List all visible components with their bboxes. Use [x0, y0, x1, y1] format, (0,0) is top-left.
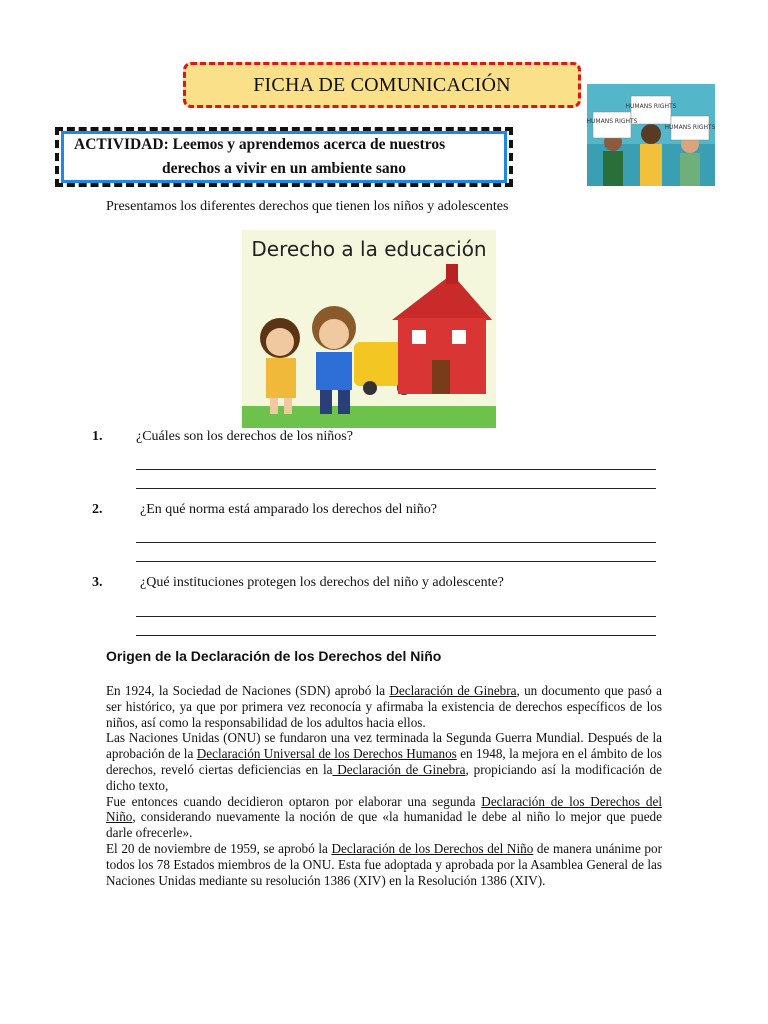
paragraph-1: En 1924, la Sociedad de Naciones (SDN) aprobó la Declaración de Ginebra, un documento que pasó a ser histórico, ya que por primera vez reconocía y afirmaba la existencia de derechos específicos de los niños, así como la responsabilidad de los adultos hacia ellos.: [106, 683, 662, 730]
answer-line[interactable]: [136, 542, 656, 543]
activity-box: [61, 131, 507, 183]
human-rights-illustration: [587, 84, 715, 186]
link-declaracion-universal[interactable]: Declaración Universal de los Derechos Humanos: [196, 746, 457, 762]
answer-line[interactable]: [136, 469, 656, 470]
answer-line[interactable]: [136, 561, 656, 562]
section-heading: Origen de la Declaración de los Derechos del Niño: [106, 648, 442, 664]
activity-title-line1: ACTIVIDAD: Leemos y aprendemos acerca de nuestros: [74, 136, 446, 153]
answer-line[interactable]: [136, 616, 656, 617]
paragraph-4: El 20 de noviembre de 1959, se aprobó la Declaración de los Derechos del Niño de manera unánime por todos los 78 Estados miembros de la ONU. Esta fue adoptada y aprobada por la Asamblea General de las Naciones Unidas mediante su resolución 1386 (XIV) en la Resolución 1386 (XIV).: [106, 840, 662, 888]
title-box: [183, 62, 581, 108]
page-title: FICHA DE COMUNICACIÓN: [253, 73, 511, 96]
link-declaracion-ginebra[interactable]: Declaración de Ginebra: [389, 683, 517, 698]
question-number-2: 2.: [92, 502, 103, 517]
sign-text-3: HUMANS RIGHTS: [664, 124, 715, 131]
link-declaracion-ginebra-2[interactable]: Declaración de Ginebra: [332, 761, 466, 777]
answer-line[interactable]: [136, 635, 656, 636]
activity-title-line2: derechos a vivir en un ambiente sano: [162, 160, 406, 177]
question-text-3: ¿Qué instituciones protegen los derechos del niño y adolescente?: [140, 575, 504, 590]
sign-text-1: HUMANS RIGHTS: [587, 118, 638, 125]
intro-text: Presentamos los diferentes derechos que tienen los niños y adolescentes: [106, 199, 509, 214]
paragraph-3: Fue entonces cuando decidieron optaron por elaborar una segunda Declaración de los Derechos del Niño, considerando nuevamente la noción de que «la humanidad le debe al niño lo mejor que puede darle ofrecerle».: [106, 793, 662, 841]
paragraph-2: Las Naciones Unidas (ONU) se fundaron una vez terminada la Segunda Guerra Mundial. Después de la aprobación de la Declaración Universal de los Derechos Humanos en 1948, la mejora en el ámbito de los derechos, reveló ciertas deficiencias en la Declaración de Ginebra, propiciando así la modificación de dicho texto,: [106, 730, 662, 793]
education-illustration: [242, 230, 496, 428]
link-declaracion-derechos-nino[interactable]: Declaración de los Derechos del Niño: [106, 793, 662, 825]
education-caption: Derecho a la educación: [251, 237, 487, 261]
sign-text-2: HUMANS RIGHTS: [625, 103, 677, 110]
question-text-1: ¿Cuáles son los derechos de los niños?: [136, 429, 353, 444]
answer-line[interactable]: [136, 488, 656, 489]
origin-body: [106, 683, 662, 888]
question-number-1: 1.: [92, 429, 103, 444]
question-text-2: ¿En qué norma está amparado los derechos del niño?: [140, 502, 438, 517]
link-declaracion-derechos-nino-2[interactable]: Declaración de los Derechos del Niño: [331, 840, 534, 856]
question-number-3: 3.: [92, 575, 103, 590]
